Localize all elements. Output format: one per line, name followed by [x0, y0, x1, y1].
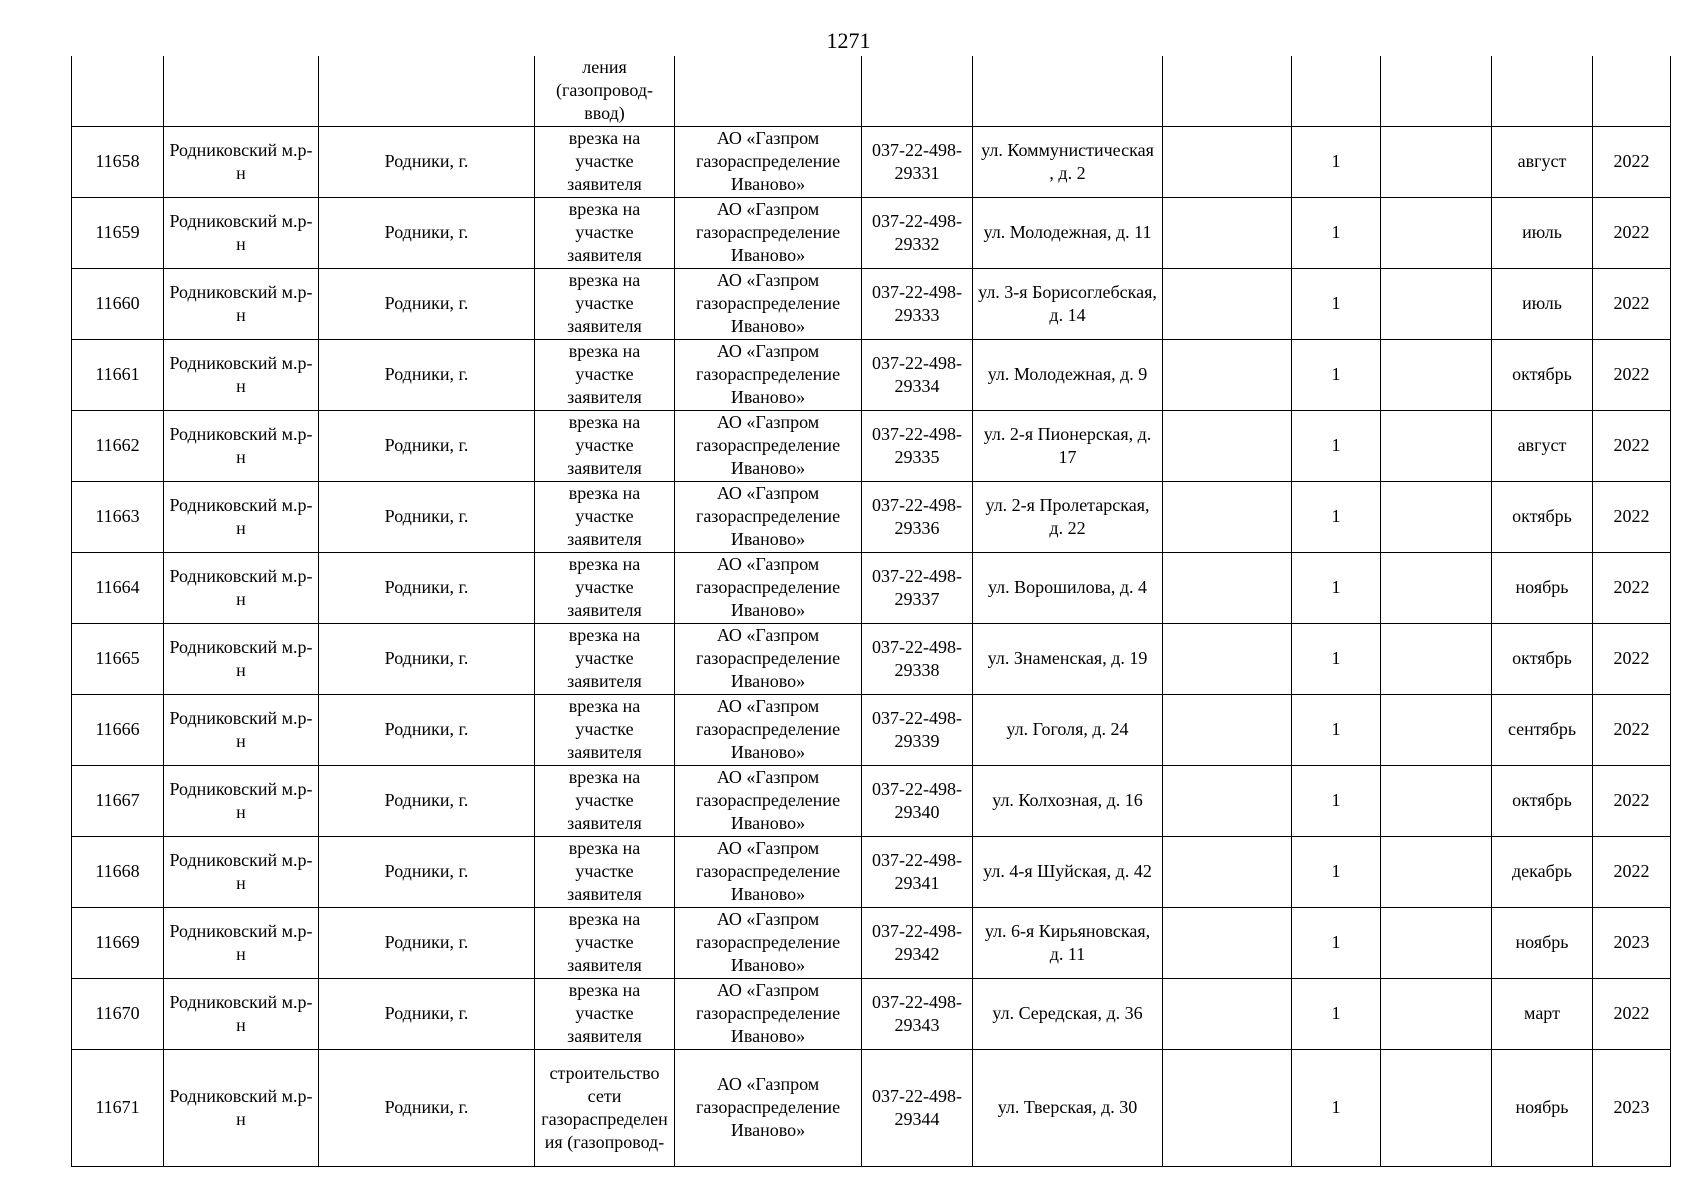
- cell-district: Родниковский м.р-н: [164, 339, 319, 410]
- cell-org: АО «Газпром газораспределение Иваново»: [675, 126, 862, 197]
- cell-work-type: врезка на участке заявителя: [535, 907, 675, 978]
- page-number: 1271: [826, 28, 871, 53]
- cell-locality: Родники, г.: [319, 836, 535, 907]
- cell-locality: Родники, г.: [319, 1049, 535, 1166]
- cell-month: октябрь: [1492, 765, 1593, 836]
- cell-address: ул. Середская, д. 36: [973, 978, 1163, 1049]
- cell-empty-2: [1381, 197, 1492, 268]
- cell-code: [862, 56, 973, 126]
- cell-no: 11667: [72, 765, 164, 836]
- cell-district: [164, 56, 319, 126]
- cell-empty-1: [1163, 978, 1292, 1049]
- cell-org: АО «Газпром газораспределение Иваново»: [675, 481, 862, 552]
- cell-address: ул. 2-я Пролетарская, д. 22: [973, 481, 1163, 552]
- cell-empty-2: [1381, 694, 1492, 765]
- cell-year: 2022: [1593, 623, 1671, 694]
- cell-month: август: [1492, 410, 1593, 481]
- table-row: [72, 907, 1671, 978]
- cell-district: Родниковский м.р-н: [164, 765, 319, 836]
- cell-address: ул. Знаменская, д. 19: [973, 623, 1163, 694]
- cell-empty-1: [1163, 481, 1292, 552]
- cell-no: 11662: [72, 410, 164, 481]
- cell-empty-2: [1381, 1049, 1492, 1166]
- cell-district: Родниковский м.р-н: [164, 694, 319, 765]
- cell-work-type: врезка на участке заявителя: [535, 197, 675, 268]
- cell-year: [1593, 56, 1671, 126]
- cell-qty: 1: [1292, 552, 1381, 623]
- cell-year: 2022: [1593, 552, 1671, 623]
- cell-qty: 1: [1292, 126, 1381, 197]
- cell-code: 037-22-498-29335: [862, 410, 973, 481]
- cell-district: Родниковский м.р-н: [164, 1049, 319, 1166]
- cell-no: 11670: [72, 978, 164, 1049]
- gas-connection-table: [71, 56, 1671, 1167]
- cell-qty: 1: [1292, 410, 1381, 481]
- cell-no: [72, 56, 164, 126]
- cell-qty: 1: [1292, 623, 1381, 694]
- cell-code: 037-22-498-29336: [862, 481, 973, 552]
- cell-district: Родниковский м.р-н: [164, 552, 319, 623]
- cell-org: АО «Газпром газораспределение Иваново»: [675, 623, 862, 694]
- cell-empty-1: [1163, 694, 1292, 765]
- cell-no: 11663: [72, 481, 164, 552]
- cell-empty-2: [1381, 410, 1492, 481]
- cell-year: 2022: [1593, 197, 1671, 268]
- table-row: [72, 339, 1671, 410]
- cell-qty: 1: [1292, 765, 1381, 836]
- cell-code: 037-22-498-29331: [862, 126, 973, 197]
- cell-qty: 1: [1292, 836, 1381, 907]
- cell-empty-1: [1163, 268, 1292, 339]
- cell-org: АО «Газпром газораспределение Иваново»: [675, 552, 862, 623]
- table-row: [72, 481, 1671, 552]
- cell-empty-1: [1163, 339, 1292, 410]
- cell-month: ноябрь: [1492, 552, 1593, 623]
- cell-locality: Родники, г.: [319, 410, 535, 481]
- cell-month: июль: [1492, 197, 1593, 268]
- cell-district: Родниковский м.р-н: [164, 623, 319, 694]
- cell-work-type: врезка на участке заявителя: [535, 126, 675, 197]
- cell-org: [675, 56, 862, 126]
- cell-address: ул. 2-я Пионерская, д. 17: [973, 410, 1163, 481]
- cell-address: ул. Молодежная, д. 11: [973, 197, 1163, 268]
- cell-no: 11658: [72, 126, 164, 197]
- cell-empty-1: [1163, 126, 1292, 197]
- cell-work-type: врезка на участке заявителя: [535, 552, 675, 623]
- cell-empty-1: [1163, 623, 1292, 694]
- cell-year: 2022: [1593, 481, 1671, 552]
- cell-district: Родниковский м.р-н: [164, 907, 319, 978]
- cell-district: Родниковский м.р-н: [164, 481, 319, 552]
- cell-month: октябрь: [1492, 481, 1593, 552]
- cell-empty-1: [1163, 552, 1292, 623]
- cell-address: ул. 3-я Борисоглебская, д. 14: [973, 268, 1163, 339]
- cell-work-type: врезка на участке заявителя: [535, 623, 675, 694]
- cell-month: декабрь: [1492, 836, 1593, 907]
- cell-empty-1: [1163, 907, 1292, 978]
- cell-code: 037-22-498-29333: [862, 268, 973, 339]
- table-row-last: [72, 1049, 1671, 1166]
- cell-qty: [1292, 56, 1381, 126]
- cell-empty-1: [1163, 410, 1292, 481]
- table-row: [72, 694, 1671, 765]
- cell-month: сентябрь: [1492, 694, 1593, 765]
- cell-locality: Родники, г.: [319, 552, 535, 623]
- cell-month: ноябрь: [1492, 907, 1593, 978]
- cell-no: 11669: [72, 907, 164, 978]
- cell-work-type: врезка на участке заявителя: [535, 339, 675, 410]
- cell-address: [973, 56, 1163, 126]
- cell-no: 11659: [72, 197, 164, 268]
- cell-year: 2022: [1593, 978, 1671, 1049]
- cell-work-type: врезка на участке заявителя: [535, 978, 675, 1049]
- cell-district: Родниковский м.р-н: [164, 126, 319, 197]
- cell-org: АО «Газпром газораспределение Иваново»: [675, 197, 862, 268]
- cell-work-type: врезка на участке заявителя: [535, 765, 675, 836]
- cell-code: 037-22-498-29344: [862, 1049, 973, 1166]
- cell-locality: Родники, г.: [319, 623, 535, 694]
- cell-year: 2022: [1593, 836, 1671, 907]
- table-row: [72, 765, 1671, 836]
- cell-locality: Родники, г.: [319, 481, 535, 552]
- cell-work-type: врезка на участке заявителя: [535, 694, 675, 765]
- cell-no: 11660: [72, 268, 164, 339]
- table-row-continued: [72, 56, 1671, 126]
- cell-work-type: врезка на участке заявителя: [535, 410, 675, 481]
- table-row: [72, 836, 1671, 907]
- cell-district: Родниковский м.р-н: [164, 197, 319, 268]
- cell-month: [1492, 56, 1593, 126]
- cell-month: март: [1492, 978, 1593, 1049]
- cell-no: 11664: [72, 552, 164, 623]
- cell-address: ул. Коммунистическая , д. 2: [973, 126, 1163, 197]
- table-row: [72, 623, 1671, 694]
- cell-locality: Родники, г.: [319, 907, 535, 978]
- cell-empty-2: [1381, 836, 1492, 907]
- cell-empty-2: [1381, 765, 1492, 836]
- cell-district: Родниковский м.р-н: [164, 836, 319, 907]
- cell-locality: Родники, г.: [319, 978, 535, 1049]
- table-row: [72, 552, 1671, 623]
- cell-org: АО «Газпром газораспределение Иваново»: [675, 1049, 862, 1166]
- cell-month: октябрь: [1492, 339, 1593, 410]
- cell-empty-2: [1381, 623, 1492, 694]
- cell-empty-2: [1381, 268, 1492, 339]
- cell-no: 11661: [72, 339, 164, 410]
- cell-empty-2: [1381, 126, 1492, 197]
- cell-year: 2022: [1593, 268, 1671, 339]
- cell-locality: Родники, г.: [319, 268, 535, 339]
- cell-org: АО «Газпром газораспределение Иваново»: [675, 339, 862, 410]
- cell-work-type: врезка на участке заявителя: [535, 481, 675, 552]
- cell-qty: 1: [1292, 481, 1381, 552]
- cell-code: 037-22-498-29342: [862, 907, 973, 978]
- cell-org: АО «Газпром газораспределение Иваново»: [675, 836, 862, 907]
- cell-qty: 1: [1292, 978, 1381, 1049]
- cell-empty-1: [1163, 56, 1292, 126]
- cell-year: 2022: [1593, 126, 1671, 197]
- cell-org: АО «Газпром газораспределение Иваново»: [675, 978, 862, 1049]
- cell-qty: 1: [1292, 1049, 1381, 1166]
- cell-month: ноябрь: [1492, 1049, 1593, 1166]
- cell-district: Родниковский м.р-н: [164, 268, 319, 339]
- cell-locality: Родники, г.: [319, 197, 535, 268]
- cell-year: 2023: [1593, 1049, 1671, 1166]
- cell-no: 11666: [72, 694, 164, 765]
- cell-month: октябрь: [1492, 623, 1593, 694]
- cell-qty: 1: [1292, 694, 1381, 765]
- cell-work-type: ления (газопровод-ввод): [535, 56, 675, 126]
- cell-year: 2022: [1593, 694, 1671, 765]
- cell-empty-2: [1381, 339, 1492, 410]
- cell-locality: [319, 56, 535, 126]
- cell-district: Родниковский м.р-н: [164, 978, 319, 1049]
- cell-year: 2022: [1593, 339, 1671, 410]
- cell-org: АО «Газпром газораспределение Иваново»: [675, 907, 862, 978]
- cell-qty: 1: [1292, 339, 1381, 410]
- cell-org: АО «Газпром газораспределение Иваново»: [675, 410, 862, 481]
- cell-qty: 1: [1292, 197, 1381, 268]
- table-row: [72, 268, 1671, 339]
- cell-year: 2022: [1593, 765, 1671, 836]
- cell-qty: 1: [1292, 907, 1381, 978]
- cell-code: 037-22-498-29339: [862, 694, 973, 765]
- cell-code: 037-22-498-29332: [862, 197, 973, 268]
- cell-address: ул. 4-я Шуйская, д. 42: [973, 836, 1163, 907]
- cell-empty-1: [1163, 197, 1292, 268]
- cell-work-type: врезка на участке заявителя: [535, 268, 675, 339]
- cell-org: АО «Газпром газораспределение Иваново»: [675, 268, 862, 339]
- cell-locality: Родники, г.: [319, 339, 535, 410]
- cell-empty-1: [1163, 765, 1292, 836]
- cell-address: ул. Ворошилова, д. 4: [973, 552, 1163, 623]
- cell-code: 037-22-498-29337: [862, 552, 973, 623]
- cell-address: ул. Молодежная, д. 9: [973, 339, 1163, 410]
- cell-work-type: строительство сети газораспределения (газопровод-: [535, 1049, 675, 1166]
- cell-empty-2: [1381, 978, 1492, 1049]
- cell-address: ул. Тверская, д. 30: [973, 1049, 1163, 1166]
- cell-no: 11671: [72, 1049, 164, 1166]
- table-row: [72, 126, 1671, 197]
- cell-qty: 1: [1292, 268, 1381, 339]
- cell-address: ул. 6-я Кирьяновская, д. 11: [973, 907, 1163, 978]
- cell-org: АО «Газпром газораспределение Иваново»: [675, 765, 862, 836]
- cell-no: 11665: [72, 623, 164, 694]
- cell-month: август: [1492, 126, 1593, 197]
- cell-org: АО «Газпром газораспределение Иваново»: [675, 694, 862, 765]
- cell-month: июль: [1492, 268, 1593, 339]
- cell-empty-1: [1163, 836, 1292, 907]
- cell-code: 037-22-498-29334: [862, 339, 973, 410]
- cell-year: 2023: [1593, 907, 1671, 978]
- cell-code: 037-22-498-29340: [862, 765, 973, 836]
- table-row: [72, 410, 1671, 481]
- cell-locality: Родники, г.: [319, 694, 535, 765]
- cell-empty-1: [1163, 1049, 1292, 1166]
- table-row: [72, 978, 1671, 1049]
- cell-year: 2022: [1593, 410, 1671, 481]
- cell-empty-2: [1381, 481, 1492, 552]
- cell-district: Родниковский м.р-н: [164, 410, 319, 481]
- cell-code: 037-22-498-29343: [862, 978, 973, 1049]
- cell-work-type: врезка на участке заявителя: [535, 836, 675, 907]
- cell-locality: Родники, г.: [319, 126, 535, 197]
- cell-address: ул. Гоголя, д. 24: [973, 694, 1163, 765]
- cell-code: 037-22-498-29341: [862, 836, 973, 907]
- cell-empty-2: [1381, 552, 1492, 623]
- cell-locality: Родники, г.: [319, 765, 535, 836]
- cell-empty-2: [1381, 56, 1492, 126]
- cell-no: 11668: [72, 836, 164, 907]
- cell-empty-2: [1381, 907, 1492, 978]
- cell-code: 037-22-498-29338: [862, 623, 973, 694]
- table-row: [72, 197, 1671, 268]
- cell-address: ул. Колхозная, д. 16: [973, 765, 1163, 836]
